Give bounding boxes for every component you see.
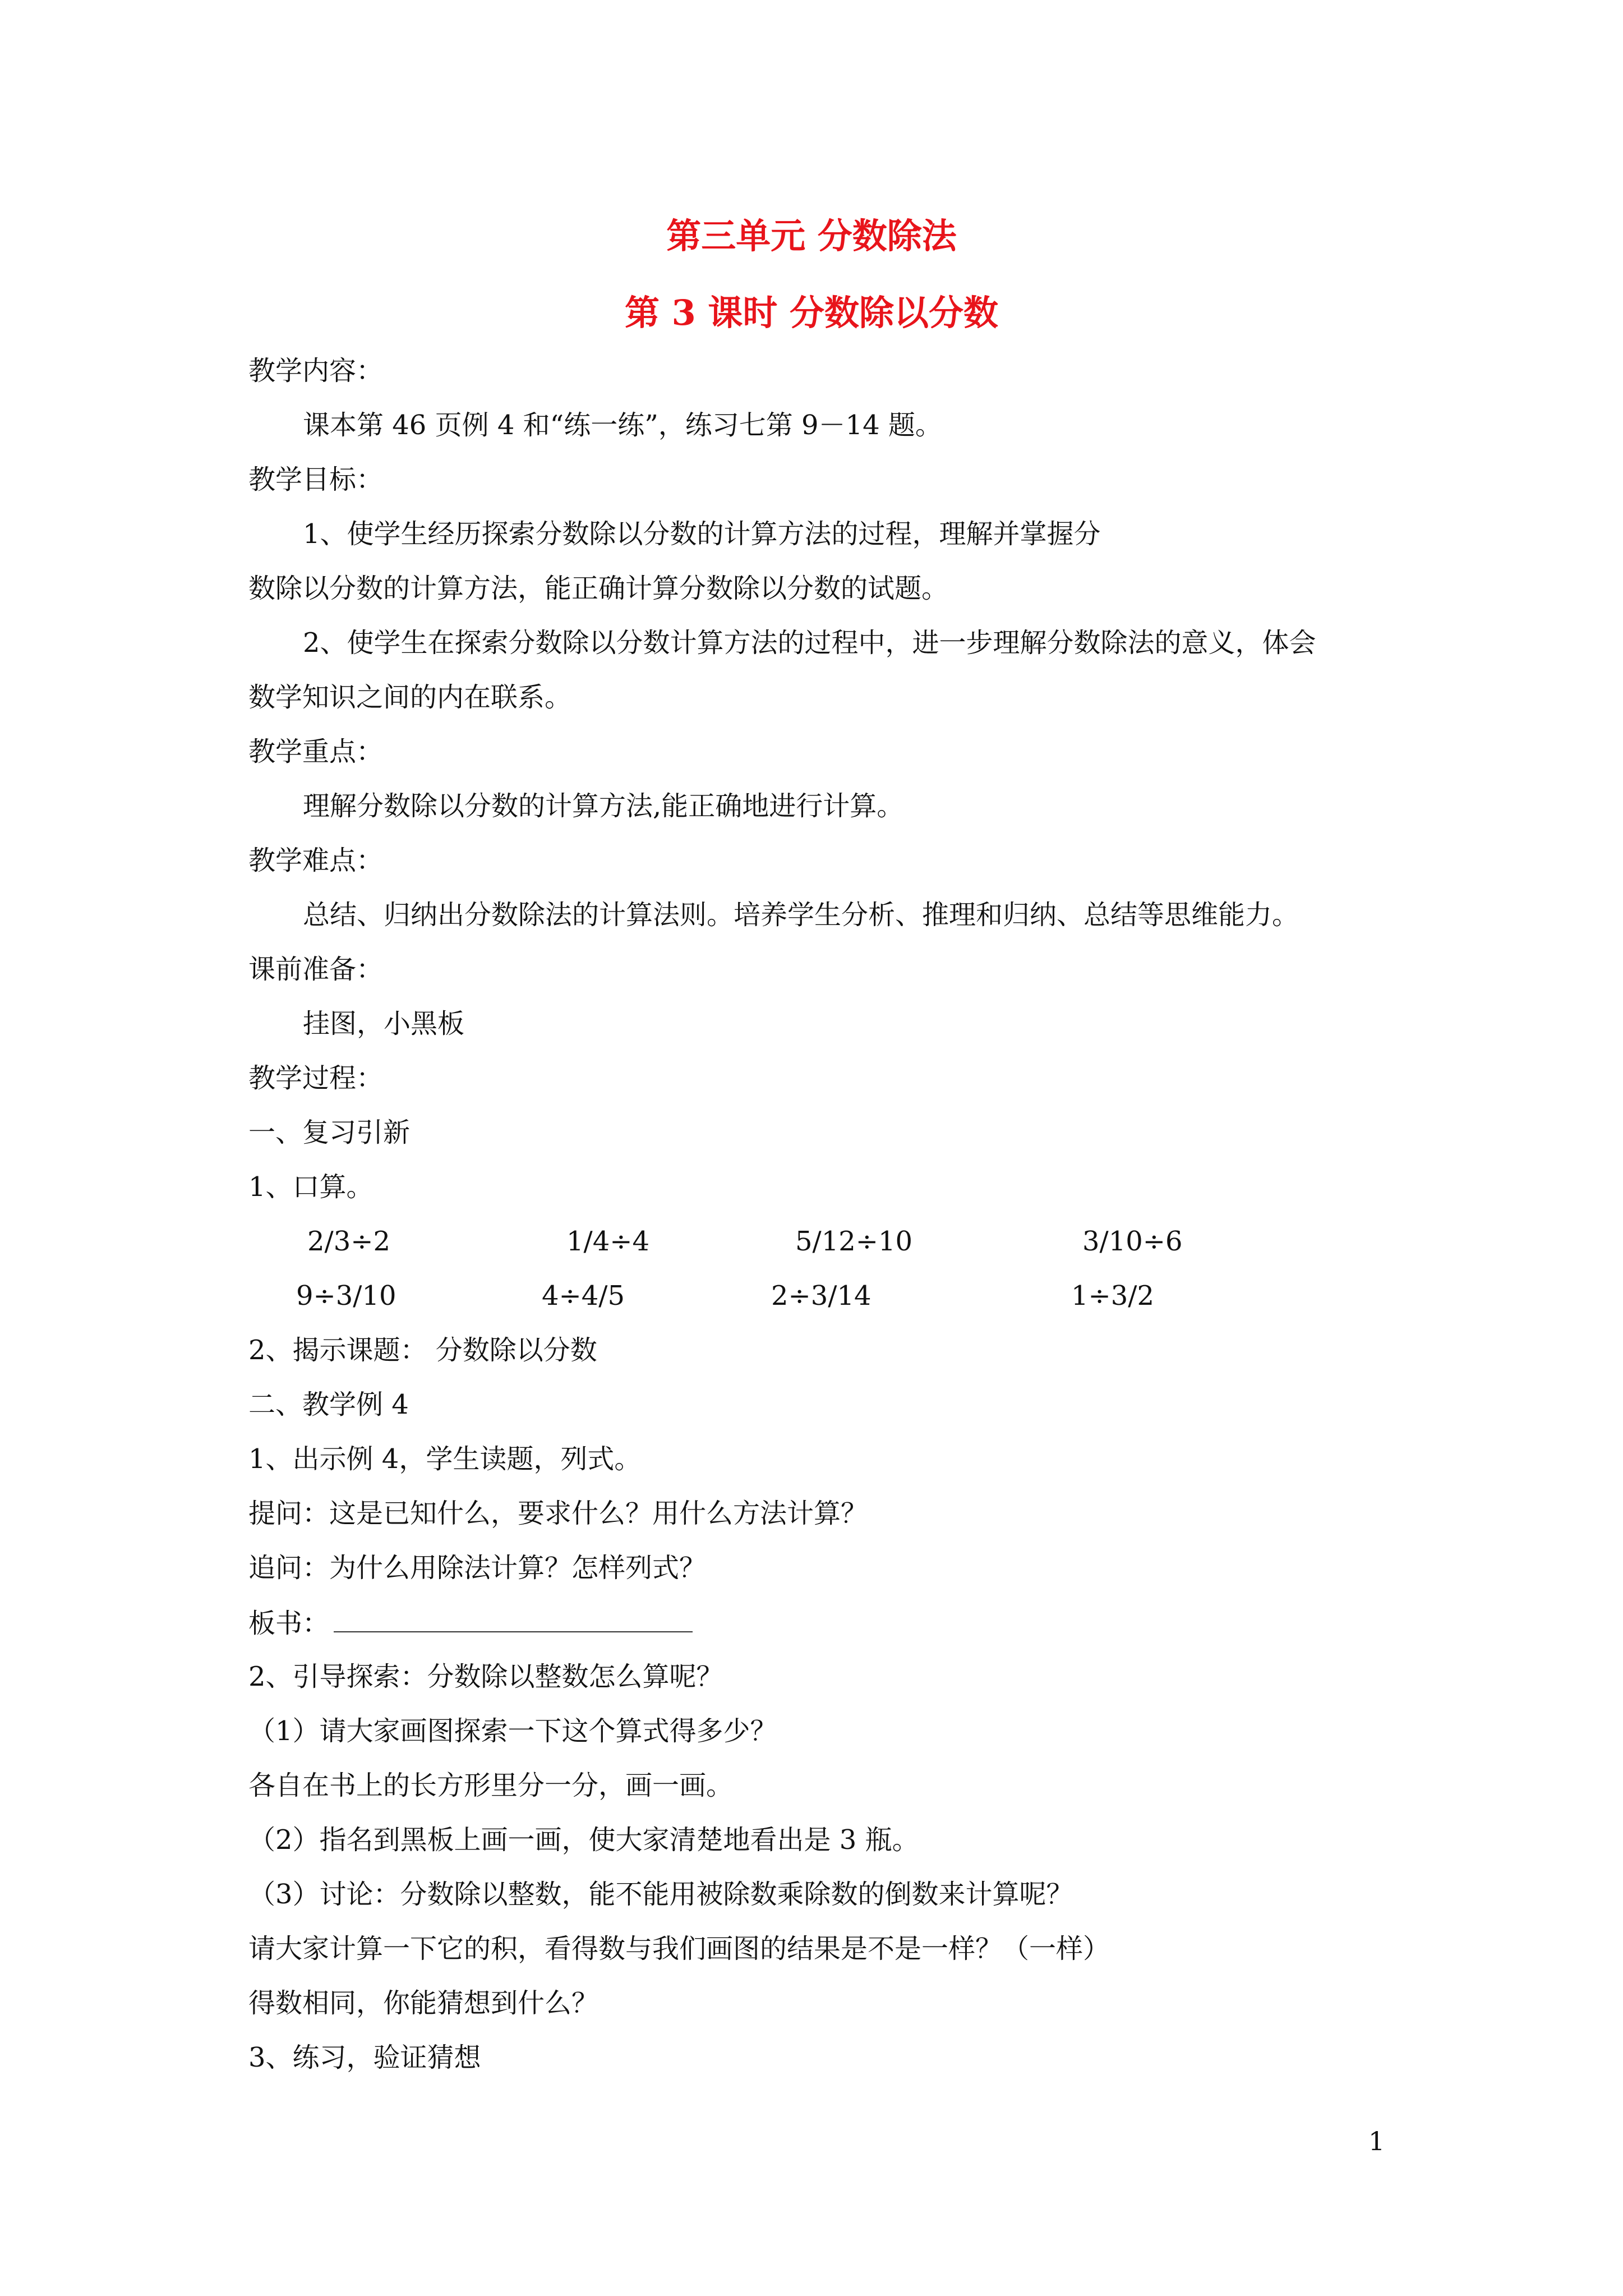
lesson-title: 第 3 课时 分数除以分数 xyxy=(625,292,998,333)
section-heading-difficulties: 教学难点： xyxy=(248,845,384,876)
calc-item: 4÷4/5 xyxy=(542,1280,625,1312)
blackboard-line xyxy=(248,1609,693,1637)
section-example-4: 二、教学例 4 xyxy=(248,1389,409,1420)
difficulties-text: 总结、归纳出分数除法的计算法则。培养学生分析、推理和归纳、总结等思维能力。 xyxy=(303,899,1299,931)
calc-item: 2/3÷2 xyxy=(307,1226,391,1257)
sub-step-2: （2）指名到黑板上画一画，使大家清楚地看出是 3 瓶。 xyxy=(248,1824,919,1856)
calc-item: 2÷3/14 xyxy=(771,1280,872,1312)
step-practice: 3、练习，验证猜想 xyxy=(248,2042,481,2073)
question-follow-up: 追问：为什么用除法计算？怎样列式？ xyxy=(248,1552,707,1584)
goal-2-line-2: 数学知识之间的内在联系。 xyxy=(248,682,572,713)
blank-underline xyxy=(334,1609,693,1632)
sub-step-1: （1）请大家画图探索一下这个算式得多少？ xyxy=(248,1715,777,1747)
calc-item: 5/12÷10 xyxy=(795,1226,913,1257)
sub-step-3-detail: 请大家计算一下它的积，看得数与我们画图的结果是不是一样？（一样） xyxy=(248,1933,1110,1964)
calc-item: 1/4÷4 xyxy=(566,1226,650,1257)
preparation-text: 挂图，小黑板 xyxy=(303,1008,465,1039)
blackboard-label: 板书： xyxy=(248,1608,330,1639)
section-heading-process: 教学过程： xyxy=(248,1062,384,1094)
step-show-example: 1、出示例 4，学生读题，列式。 xyxy=(248,1443,642,1475)
conjecture-question: 得数相同，你能猜想到什么？ xyxy=(248,1987,599,2019)
calc-item: 9÷3/10 xyxy=(296,1280,396,1312)
sub-step-3: （3）讨论：分数除以整数，能不能用被除数乘除数的倒数来计算呢？ xyxy=(248,1879,1073,1910)
question-ask: 提问：这是已知什么，要求什么？用什么方法计算？ xyxy=(248,1498,868,1529)
section-heading-content: 教学内容： xyxy=(248,355,384,386)
unit-title: 第三单元 分数除法 xyxy=(666,215,957,256)
key-points-text: 理解分数除以分数的计算方法,能正确地进行计算。 xyxy=(303,790,904,822)
section-heading-goals: 教学目标： xyxy=(248,464,384,495)
section-heading-preparation: 课前准备： xyxy=(248,954,384,985)
calc-item: 1÷3/2 xyxy=(1071,1280,1155,1312)
goal-1-line-1: 1、使学生经历探索分数除以分数的计算方法的过程，理解并掌握分 xyxy=(303,518,1101,550)
paragraph-content: 课本第 46 页例 4 和“练一练”，练习七第 9－14 题。 xyxy=(303,409,942,441)
step-mental-math: 1、口算。 xyxy=(248,1171,374,1203)
step-review: 一、复习引新 xyxy=(248,1117,411,1148)
calc-item: 3/10÷6 xyxy=(1082,1226,1183,1257)
page-number: 1 xyxy=(1368,2126,1385,2156)
goal-1-line-2: 数除以分数的计算方法，能正确计算分数除以分数的试题。 xyxy=(248,573,949,604)
step-guide-explore: 2、引导探索：分数除以整数怎么算呢？ xyxy=(248,1661,723,1692)
sub-step-1-detail: 各自在书上的长方形里分一分，画一画。 xyxy=(248,1770,734,1801)
section-heading-key-points: 教学重点： xyxy=(248,736,384,767)
reveal-topic: 2、揭示课题： 分数除以分数 xyxy=(248,1335,597,1366)
goal-2-line-1: 2、使学生在探索分数除以分数计算方法的过程中，进一步理解分数除法的意义，体会 xyxy=(303,627,1316,659)
